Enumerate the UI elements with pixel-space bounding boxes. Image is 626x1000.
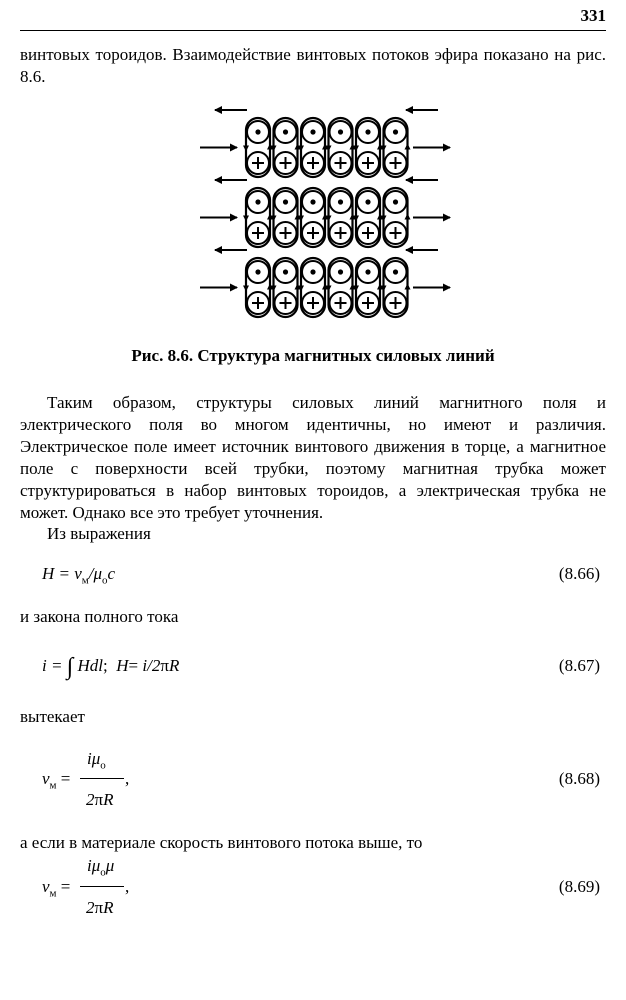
dot-icon	[310, 129, 315, 134]
equation-8-67: i = ∫ Hdl; H= i/2πR	[42, 654, 180, 680]
side-arrow-icon	[405, 144, 411, 150]
equation-8-69-lhs: $v_м$ =	[42, 877, 71, 900]
intro-paragraph: винтовых тороидов. Взаимодействие винтовых потоков эфира показано на рис. 8.6.	[20, 45, 606, 86]
dot-icon	[283, 269, 288, 274]
dot-icon	[283, 199, 288, 204]
equation-8-67-number: (8.67)	[558, 656, 600, 675]
equation-8-68-lhs: $v_м$ =	[42, 769, 71, 792]
dot-icon	[393, 129, 398, 134]
equation-8-68-comma: ,	[125, 769, 130, 788]
dot-icon	[393, 269, 398, 274]
dot-icon	[310, 269, 315, 274]
side-arrow-icon	[405, 284, 411, 290]
equation-8-69-denominator: 2πR	[86, 898, 114, 917]
magnetic-field-lines-figure	[195, 103, 455, 325]
equation-8-69-number: (8.69)	[558, 877, 600, 896]
equation-8-66-number: (8.66)	[558, 564, 600, 583]
side-arrow-icon	[405, 214, 411, 220]
dot-icon	[255, 269, 260, 274]
equation-8-68-fraction-bar	[80, 778, 124, 779]
dot-icon	[393, 199, 398, 204]
side-arrow-icon	[243, 216, 249, 222]
page-number: 331	[580, 6, 606, 25]
equation-8-69-comma: ,	[125, 877, 130, 896]
dot-icon	[338, 269, 343, 274]
header-rule	[20, 30, 606, 31]
equation-8-69-fraction-bar	[80, 886, 124, 887]
dot-icon	[365, 269, 370, 274]
dot-icon	[255, 199, 260, 204]
body-paragraph: Таким образом, структуры силовых линий магнитного поля и электрического поля во многом идентичны, но имеют и различия. Электрическое поле имеет источник винтового движения в торце, а магнитное поле с поверхности всей трубки, поэтому магнитная трубка может структурироваться в набор винтовых тороидов, а электрическая трубка не может. Однако все это требует уточнения.	[20, 393, 606, 522]
dot-icon	[365, 129, 370, 134]
dot-icon	[338, 129, 343, 134]
lead-in-total-current-law: и закона полного тока	[20, 607, 179, 626]
equation-8-69-numerator: $i\mu_о\mu$	[87, 856, 115, 879]
lead-in-material: а если в материале скорость винтового потока выше, то	[20, 833, 423, 852]
dot-icon	[365, 199, 370, 204]
figure-caption: Рис. 8.6. Структура магнитных силовых линий	[131, 346, 495, 365]
lead-in-expression: Из выражения	[47, 524, 151, 543]
equation-8-68-numerator: $i\mu_о$	[87, 749, 106, 772]
dot-icon	[338, 199, 343, 204]
dot-icon	[310, 199, 315, 204]
equation-8-66: $H = v_м/\mu_оc$	[42, 564, 116, 587]
side-arrow-icon	[243, 146, 249, 152]
dot-icon	[283, 129, 288, 134]
side-arrow-icon	[243, 286, 249, 292]
equation-8-68-number: (8.68)	[558, 769, 600, 788]
lead-in-follows: вытекает	[20, 707, 85, 726]
equation-8-68-denominator: 2πR	[86, 790, 114, 809]
dot-icon	[255, 129, 260, 134]
